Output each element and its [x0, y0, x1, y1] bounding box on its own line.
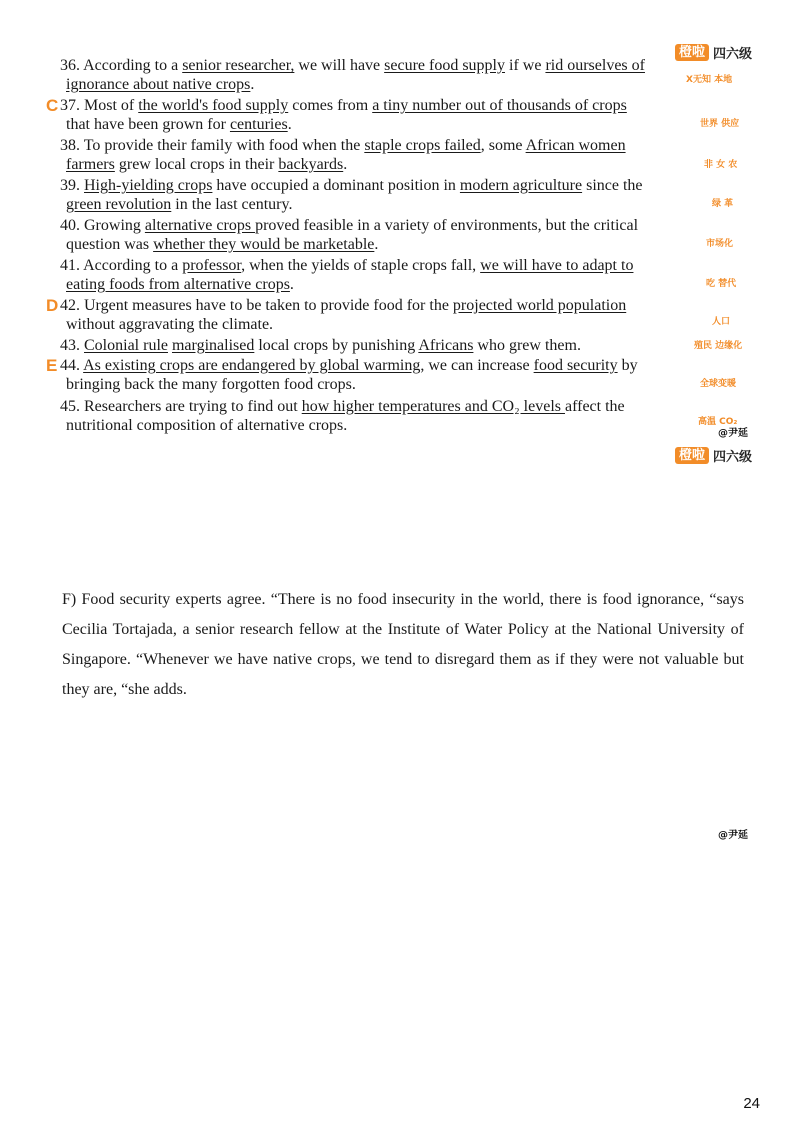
margin-note: 世界 供应	[700, 119, 740, 129]
underlined-phrase: farmers	[66, 156, 115, 173]
question-text: question was	[66, 236, 154, 253]
underlined-phrase: Africans	[418, 337, 474, 354]
question-number: 45.	[60, 398, 84, 415]
question-text: without aggravating the climate.	[66, 316, 274, 333]
question-number: 36.	[60, 57, 84, 74]
question-text: in the last century.	[171, 196, 293, 213]
question-text: proved feasible in a variety of environments, but the critical	[255, 217, 639, 234]
underlined-phrase: how higher temperatures and CO₂ levels	[301, 398, 565, 415]
question-item	[60, 56, 742, 94]
question-item	[60, 136, 742, 174]
underlined-phrase: food security	[533, 357, 618, 374]
question-text: .	[250, 76, 255, 93]
brand-logo: 橙啦	[675, 44, 709, 61]
underlined-phrase: staple crops failed	[364, 137, 481, 154]
question-text: by	[617, 357, 638, 374]
question-text: Researchers are trying to find out	[84, 398, 302, 415]
question-text: since the	[582, 177, 643, 194]
question-text: that have been grown for	[66, 116, 230, 133]
underlined-phrase: ignorance about native crops	[66, 76, 251, 93]
question-text: we will have	[294, 57, 385, 74]
underlined-phrase: a tiny number out of thousands of crops	[372, 97, 627, 114]
question-number: 42.	[60, 297, 84, 314]
question-text: have occupied a dominant position in	[212, 177, 460, 194]
question-item	[60, 397, 742, 435]
answer-letter: E	[46, 356, 58, 375]
underlined-phrase: Colonial rule	[84, 337, 168, 354]
underlined-phrase: African women	[525, 137, 626, 154]
signature: @尹延	[718, 428, 748, 439]
brand-suffix: 四六级	[712, 450, 752, 465]
underlined-phrase: marginalised	[171, 337, 255, 354]
margin-note: X无知 本地	[686, 75, 733, 85]
question-number: 44.	[60, 357, 84, 374]
question-number: 37.	[60, 97, 84, 114]
question-item	[46, 96, 742, 134]
underlined-phrase: whether they would be marketable	[153, 236, 375, 253]
underlined-phrase: the world's food supply	[138, 97, 289, 114]
underlined-phrase: As existing crops are endangered by global warming	[83, 357, 421, 374]
margin-note: 市场化	[706, 239, 734, 249]
brand-mark-middle	[675, 446, 752, 465]
question-number: 38.	[60, 137, 84, 154]
question-text: Growing	[84, 217, 145, 234]
margin-note: 高温 CO₂	[698, 417, 738, 427]
underlined-phrase: alternative crops	[144, 217, 256, 234]
question-text: local crops by punishing	[254, 337, 419, 354]
question-text: According to a	[83, 257, 183, 274]
question-text: grew local crops in their	[114, 156, 279, 173]
question-text: affect the	[564, 398, 625, 415]
question-text: comes from	[288, 97, 373, 114]
question-item	[60, 256, 742, 294]
margin-note: 全球变暖	[700, 379, 737, 389]
underlined-phrase: projected world population	[452, 297, 627, 314]
question-item	[46, 296, 742, 334]
question-text: nutritional composition of alternative crops.	[66, 417, 348, 434]
question-item	[46, 356, 742, 394]
margin-note: 绿 革	[712, 199, 734, 209]
margin-note: 殖民 边缘化	[694, 341, 743, 351]
question-text: .	[374, 236, 379, 253]
question-text: , we can increase	[420, 357, 534, 374]
question-text: , some	[480, 137, 526, 154]
signature: @尹延	[718, 830, 748, 841]
question-text: .	[289, 276, 294, 293]
question-number: 41.	[60, 257, 84, 274]
question-text: Urgent measures have to be taken to provide food for the	[84, 297, 453, 314]
question-item	[60, 336, 742, 355]
underlined-phrase: rid ourselves of	[545, 57, 645, 74]
underlined-phrase: eating foods from alternative crops	[66, 276, 290, 293]
margin-note: 人口	[712, 317, 731, 327]
underlined-phrase: we will have to adapt to	[480, 257, 634, 274]
question-text: Most of	[84, 97, 139, 114]
underlined-phrase: green revolution	[66, 196, 172, 213]
question-text: bringing back the many forgotten food crops.	[66, 376, 356, 393]
underlined-phrase: modern agriculture	[459, 177, 583, 194]
question-text: .	[287, 116, 292, 133]
question-text: According to a	[83, 57, 183, 74]
question-number: 39.	[60, 177, 84, 194]
underlined-phrase: centuries	[229, 116, 288, 133]
page-number: 24	[743, 1095, 760, 1112]
answer-letter: D	[46, 296, 59, 315]
question-text: .	[343, 156, 348, 173]
margin-note: 吃 替代	[706, 279, 737, 289]
underlined-phrase: professor	[182, 257, 242, 274]
question-text: if we	[505, 57, 546, 74]
underlined-phrase: backyards	[278, 156, 344, 173]
margin-note: 非 女 农	[704, 160, 738, 170]
question-text: , when the yields of staple crops fall,	[241, 257, 481, 274]
underlined-phrase: senior researcher,	[182, 57, 295, 74]
question-item	[60, 216, 742, 254]
underlined-phrase: secure food supply	[384, 57, 505, 74]
question-item	[60, 176, 742, 214]
question-number: 43.	[60, 337, 84, 354]
brand-logo: 橙啦	[675, 447, 709, 464]
question-number: 40.	[60, 217, 84, 234]
question-text: who grew them.	[473, 337, 581, 354]
underlined-phrase: High-yielding crops	[84, 177, 213, 194]
paragraph-f: F) Food security experts agree. “There is no food insecurity in the world, there is food ignorance, “says Cecilia Tortajada, a senior research fellow at the Institute of Water Policy at the National University of Singapore. “Whenever we have native crops, we tend to disregard them as if they were not valuable but they are, “she adds.	[62, 591, 744, 698]
brand-suffix: 四六级	[712, 47, 752, 62]
question-text: To provide their family with food when the	[83, 137, 365, 154]
answer-letter: C	[46, 96, 59, 115]
